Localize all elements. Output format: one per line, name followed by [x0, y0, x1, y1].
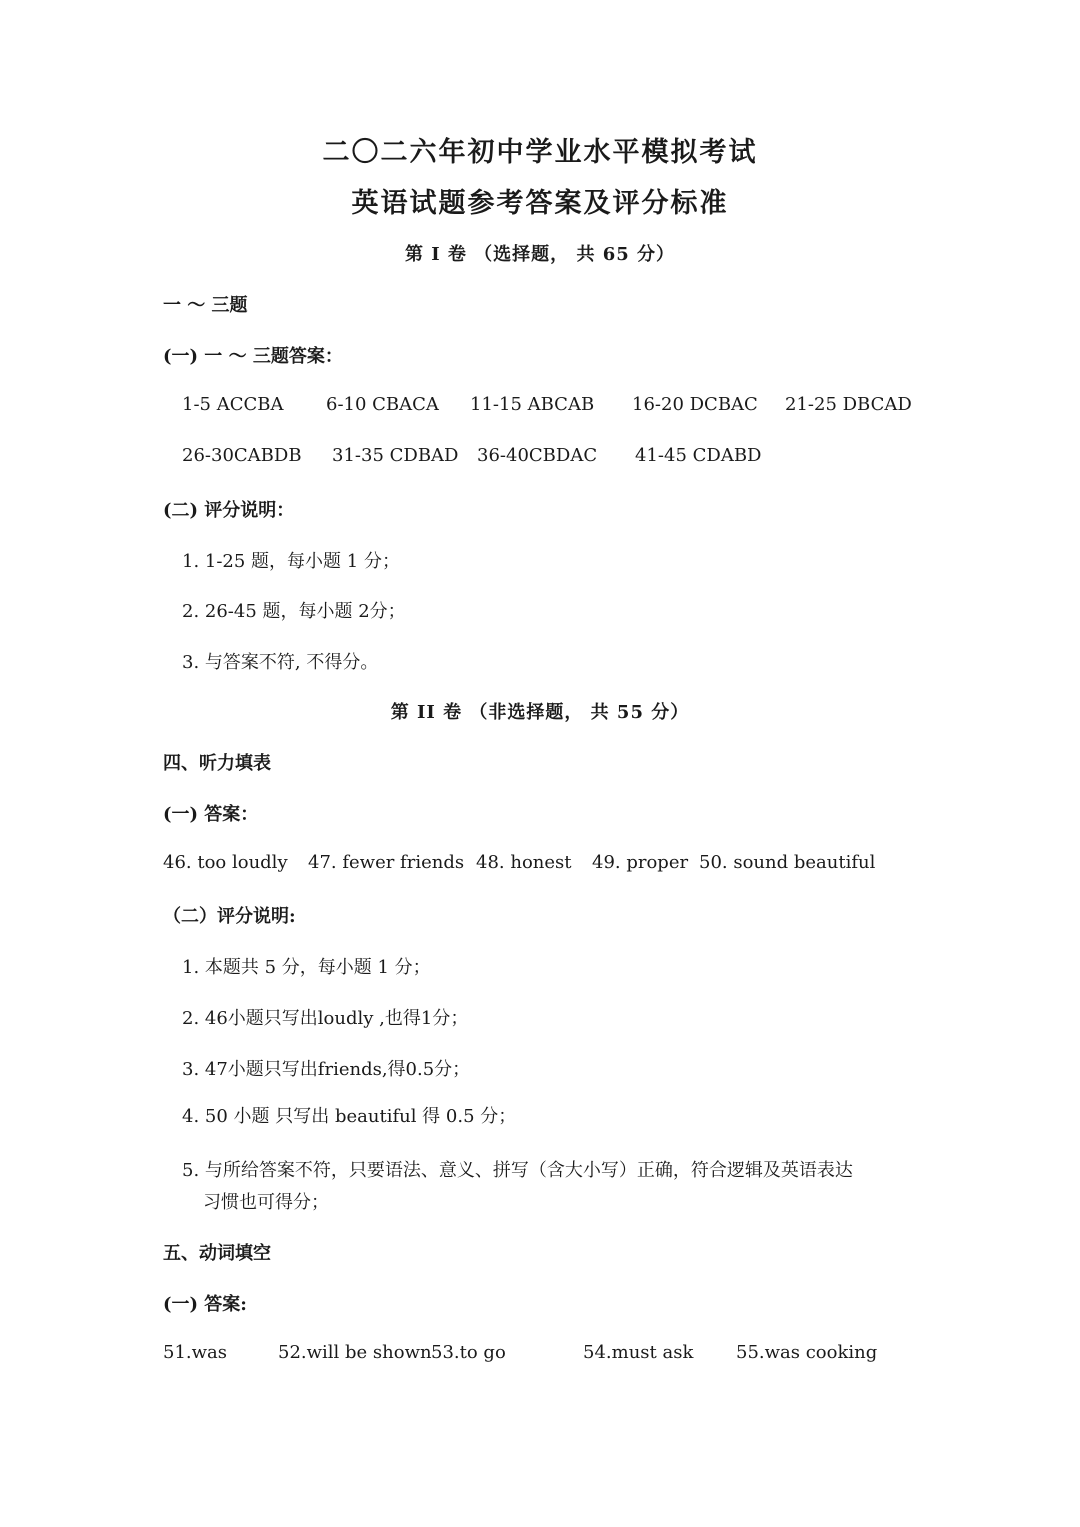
- scoring-rule: 3. 与答案不符, 不得分。: [182, 652, 379, 673]
- section-5-heading: 五、动词填空: [163, 1243, 271, 1264]
- answer-item: 52.will be shown: [278, 1342, 432, 1363]
- scoring-rule: 1. 1-25 题，每小题 1 分；: [182, 551, 400, 572]
- scoring-rule: 5. 与所给答案不符，只要语法、意义、拼写（含大小写）正确，符合逻辑及英语表达: [182, 1160, 853, 1181]
- section-1-scoring-heading: (二) 评分说明：: [163, 500, 295, 521]
- answer-group: 16-20 DCBAC: [632, 394, 758, 415]
- answer-item: 48. honest: [476, 852, 572, 873]
- section-5-answers-heading: (一) 答案:: [163, 1294, 247, 1315]
- scoring-rule: 2. 46小题只写出loudly ,也得1分；: [182, 1008, 469, 1029]
- answer-group: 21-25 DBCAD: [785, 394, 912, 415]
- section-4-heading: 四、听力填表: [163, 753, 271, 774]
- scoring-rule: 1. 本题共 5 分，每小题 1 分；: [182, 957, 431, 978]
- answer-group: 6-10 CBACA: [326, 394, 439, 415]
- answer-group: 31-35 CDBAD: [332, 445, 459, 466]
- answer-group: 26-30CABDB: [182, 445, 302, 466]
- section-4-answers-heading: (一) 答案：: [163, 804, 259, 825]
- answer-group: 11-15 ABCAB: [470, 394, 595, 415]
- exam-title: 二〇二六年初中学业水平模拟考试: [322, 137, 758, 168]
- section-1-3-heading: 一 ～ 三题: [163, 295, 248, 316]
- scoring-rule-continuation: 习惯也可得分；: [203, 1192, 329, 1213]
- answer-group: 36-40CBDAC: [477, 445, 598, 466]
- scoring-rule: 2. 26-45 题，每小题 2分；: [182, 601, 406, 622]
- exam-subtitle: 英语试题参考答案及评分标准: [351, 188, 729, 219]
- scoring-rule: 4. 50 小题 只写出 beautiful 得 0.5 分；: [182, 1106, 517, 1127]
- answer-item: 51.was: [163, 1342, 228, 1363]
- answer-item: 49. proper: [592, 852, 689, 873]
- answer-group: 41-45 CDABD: [635, 445, 762, 466]
- section-1-answers-heading: (一) 一 ～ 三题答案：: [163, 346, 343, 367]
- section-4-scoring-heading: （二）评分说明:: [163, 906, 296, 927]
- answer-item: 46. too loudly: [163, 852, 288, 873]
- volume-2-heading: 第 II 卷 （非选择题， 共 55 分）: [390, 702, 690, 723]
- answer-item: 50. sound beautiful: [699, 852, 876, 873]
- volume-1-heading: 第 I 卷 （选择题， 共 65 分）: [404, 244, 676, 265]
- answer-group: 1-5 ACCBA: [182, 394, 284, 415]
- answer-item: 54.must ask: [583, 1342, 694, 1363]
- answer-item: 53.to go: [431, 1342, 506, 1363]
- scoring-rule: 3. 47小题只写出friends,得0.5分；: [182, 1059, 471, 1080]
- answer-item: 47. fewer friends: [308, 852, 465, 873]
- answer-item: 55.was cooking: [736, 1342, 878, 1363]
